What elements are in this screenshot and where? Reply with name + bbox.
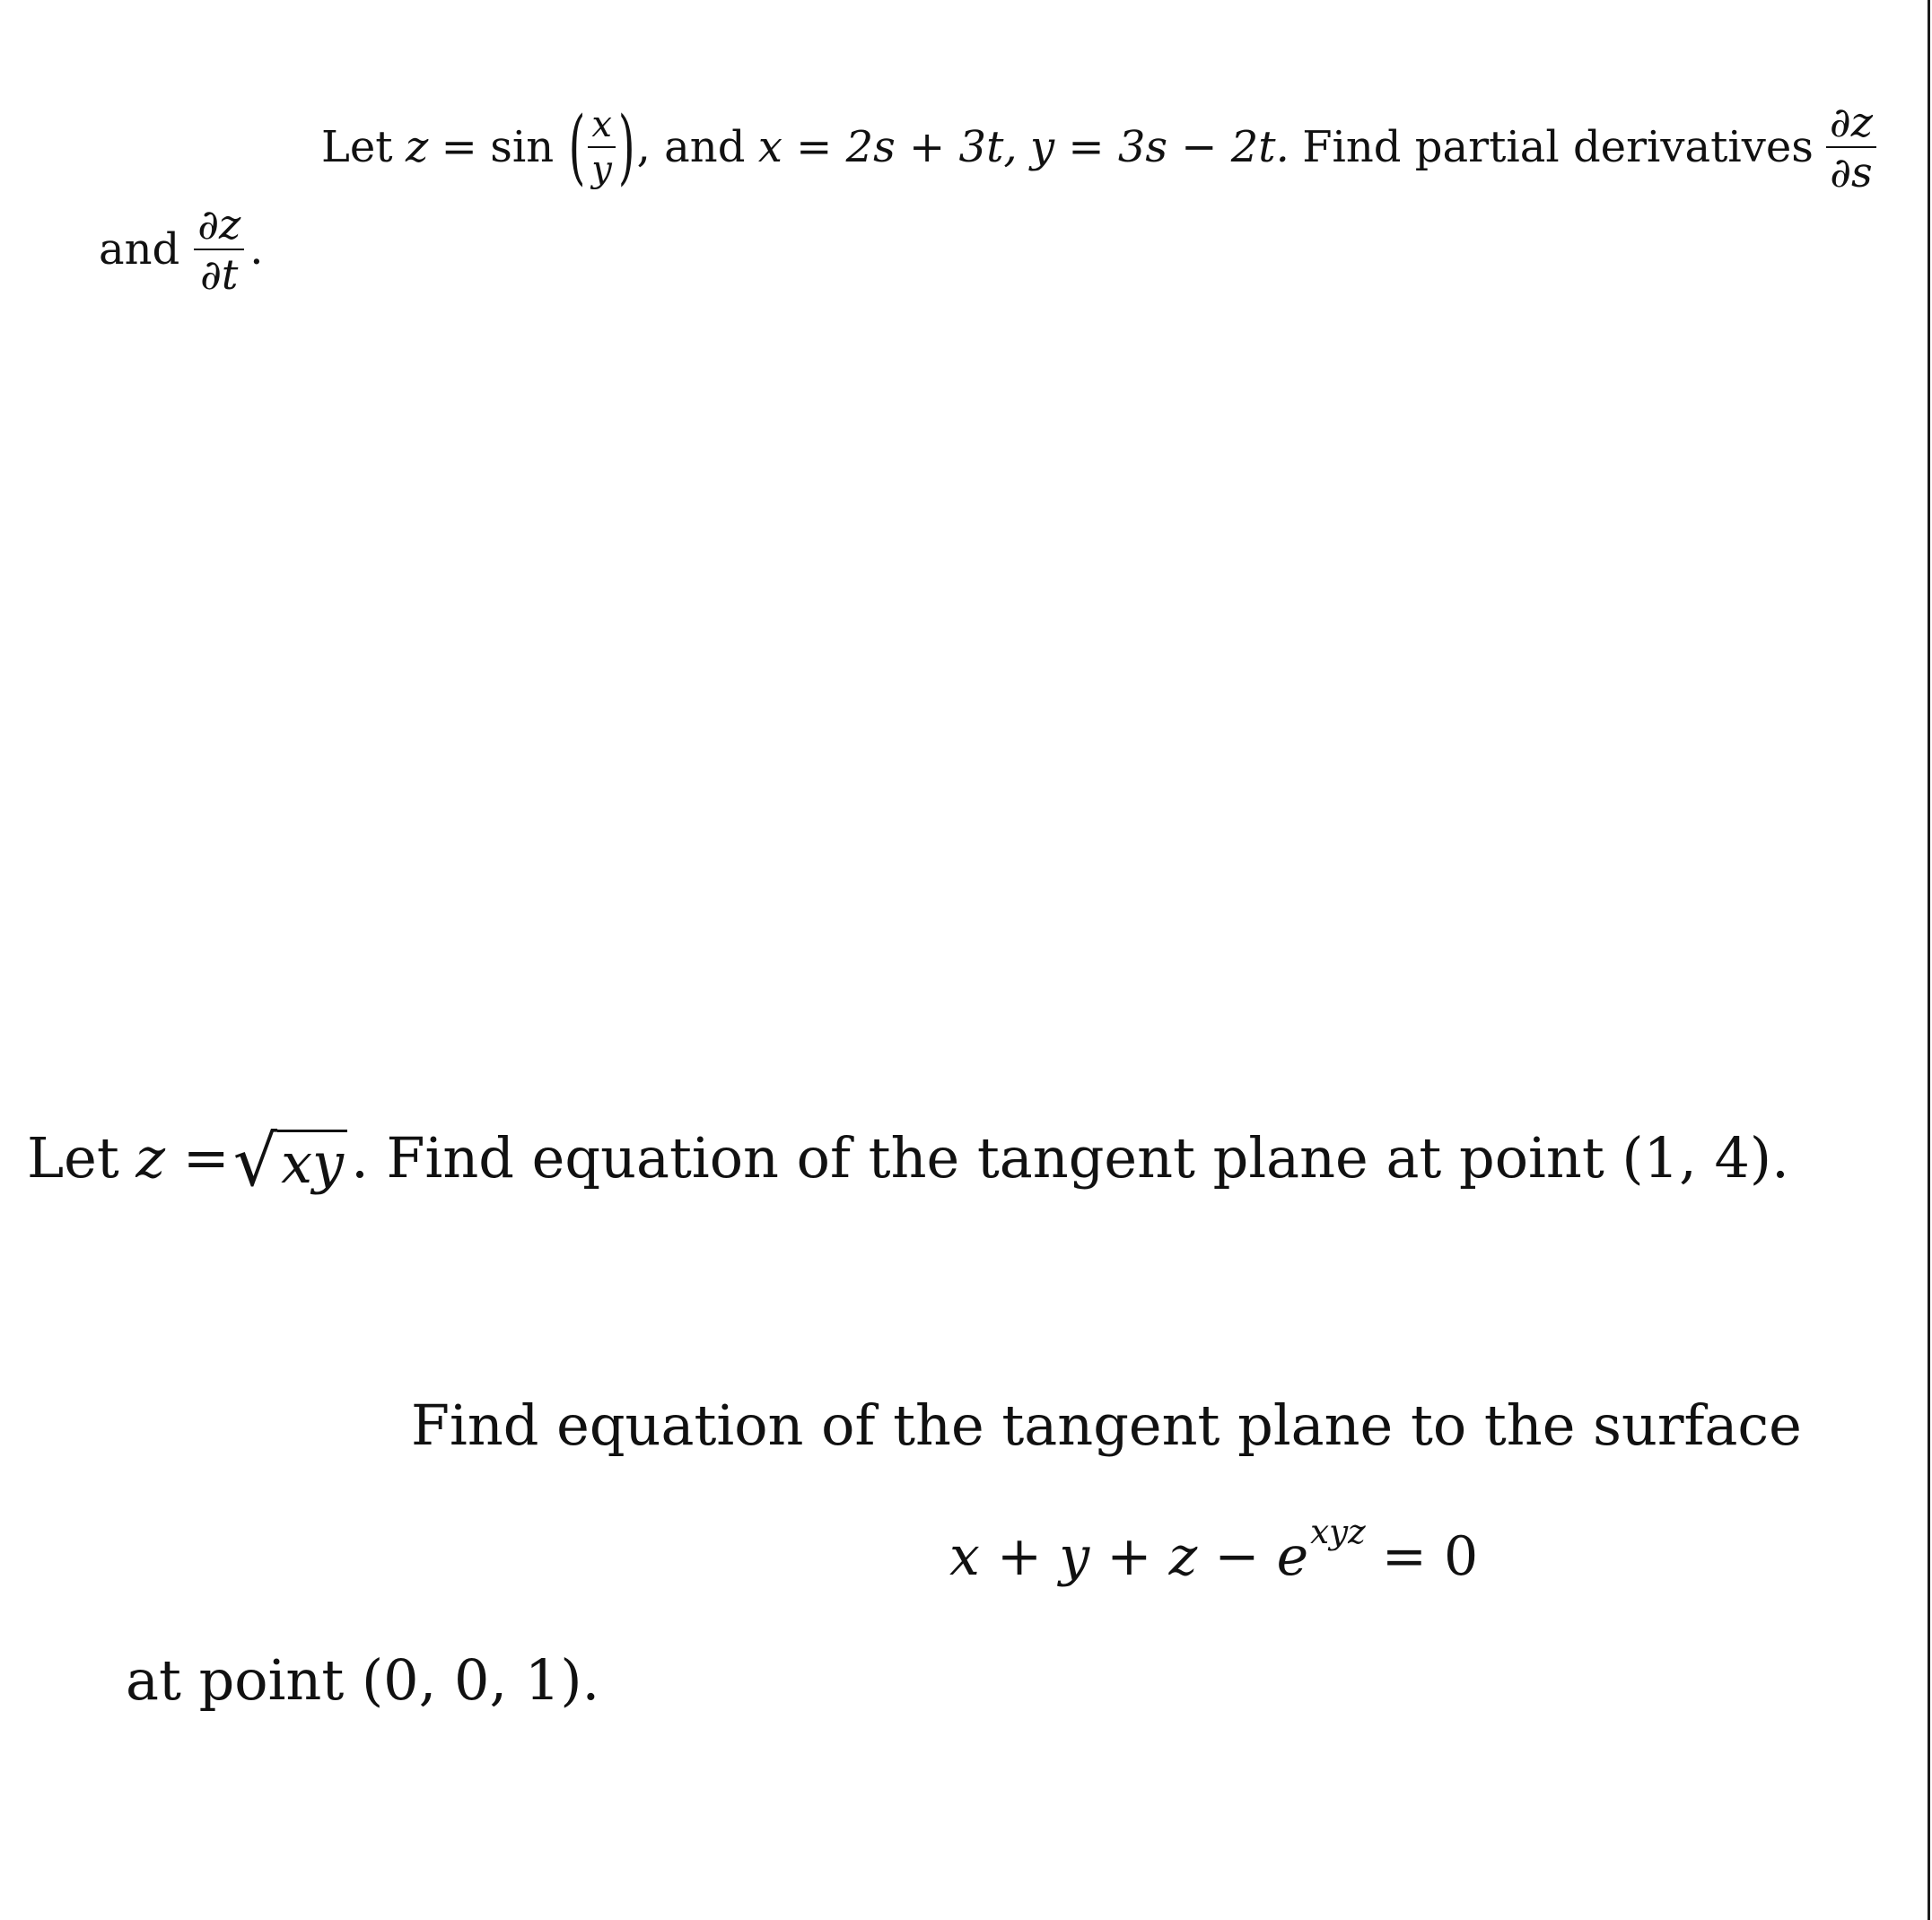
left-paren: ( bbox=[568, 99, 586, 196]
equals-sign: = bbox=[441, 122, 477, 172]
x-over-y-fraction bbox=[588, 105, 616, 189]
problem-1-line-2 bbox=[99, 196, 264, 303]
dz-numerator: ∂z bbox=[1829, 98, 1873, 146]
problem-2-statement: . Find equation of the tangent plane at point (1, 4). bbox=[351, 1124, 1789, 1191]
ds-denominator: ∂s bbox=[1830, 148, 1873, 196]
z-equals: z = bbox=[136, 1124, 230, 1191]
radicand-xy: xy bbox=[277, 1130, 347, 1192]
problem-3-point bbox=[126, 1644, 599, 1715]
dt-denominator: ∂t bbox=[200, 250, 239, 299]
problem-3-intro bbox=[411, 1389, 1802, 1461]
point-text: at point (0, 0, 1). bbox=[126, 1646, 600, 1713]
let-word: Let bbox=[27, 1124, 119, 1191]
fraction-numerator: x bbox=[591, 104, 612, 145]
equation-left: x + y + z − e bbox=[949, 1525, 1309, 1588]
comma-and: , and bbox=[636, 122, 746, 172]
intro-text: Find equation of the tangent plane to the surface bbox=[411, 1392, 1802, 1458]
fraction-denominator: y bbox=[591, 149, 612, 190]
dz-ds-fraction bbox=[1826, 100, 1876, 195]
let-word: Let bbox=[321, 122, 393, 172]
y-definition: y = 3s − 2t. bbox=[1030, 122, 1289, 172]
problem-2 bbox=[27, 1113, 1789, 1202]
right-paren: ) bbox=[617, 99, 635, 196]
exponent-xyz: xyz bbox=[1310, 1512, 1366, 1552]
x-definition: x = 2s + 3t, bbox=[757, 122, 1018, 172]
variable-z: z bbox=[405, 122, 429, 172]
square-root bbox=[232, 1121, 347, 1203]
and-word: and bbox=[99, 224, 180, 275]
page-edge-rule bbox=[1928, 0, 1930, 1920]
fraction-bar bbox=[588, 146, 616, 148]
equation-right: = 0 bbox=[1381, 1525, 1479, 1588]
find-partials-text: Find partial derivatives bbox=[1302, 122, 1814, 172]
problem-1-line-1 bbox=[321, 93, 1882, 201]
dz-numerator: ∂z bbox=[197, 200, 241, 249]
period: . bbox=[249, 224, 264, 275]
sin-function: sin bbox=[490, 122, 555, 172]
dz-dt-fraction bbox=[194, 202, 244, 297]
radical-sign: √ bbox=[232, 1121, 278, 1203]
problem-3-equation bbox=[949, 1512, 1479, 1597]
